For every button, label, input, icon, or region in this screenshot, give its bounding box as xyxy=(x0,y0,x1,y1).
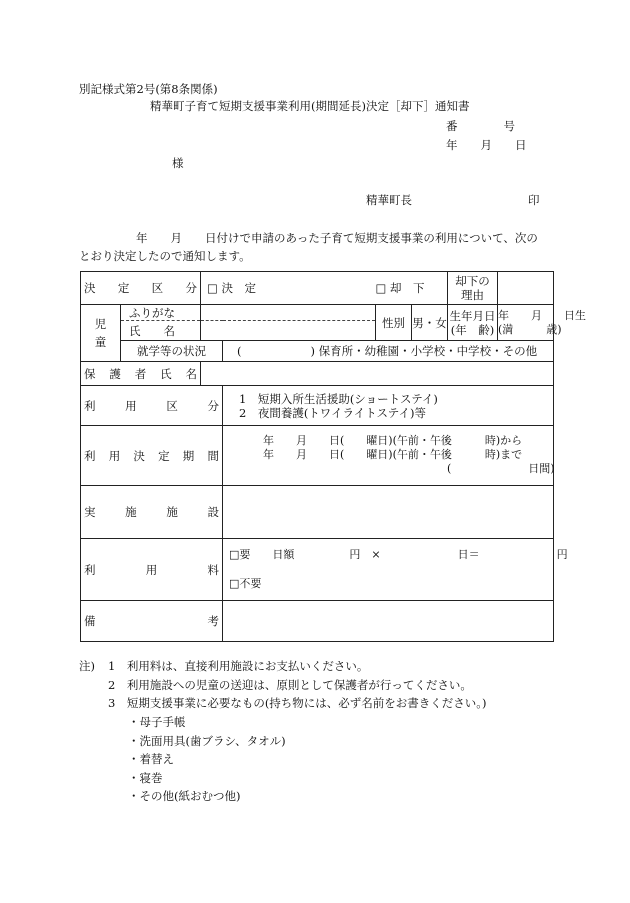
note-item-2: 2 利用施設への児童の送迎は、原則として保護者が行ってください。 xyxy=(108,678,472,692)
birth-value-1: 年 月 日生 xyxy=(498,308,586,322)
belonging-item: ・寝巻 xyxy=(128,771,163,785)
school-status-label: 就学等の状況 xyxy=(121,341,223,362)
guardian-row xyxy=(81,362,554,386)
usage-type-label: 利 用 区 分 xyxy=(81,386,223,426)
form-number: 別記様式第2号(第8条関係) xyxy=(79,82,218,96)
fee-required-option: □要 日額 円 × 日＝ 円 xyxy=(229,548,568,561)
facility-label: 実 施 施 設 xyxy=(81,486,223,539)
decision-row xyxy=(81,272,554,305)
usage-period-value xyxy=(223,426,554,486)
child-label: 児童 xyxy=(81,305,121,362)
fee-not-required-option: □不要 xyxy=(229,577,262,590)
usage-type-row xyxy=(81,386,554,426)
addressee-label: 様 xyxy=(172,156,184,170)
belonging-item: ・洗面用具(歯ブラシ、タオル) xyxy=(128,734,286,748)
document-title: 精華町子育て短期支援事業利用(期間延長)決定［却下］通知書 xyxy=(150,99,470,113)
document-date-label: 年 月 日 xyxy=(446,138,527,152)
school-status-value: ( ) 保育所・幼稚園・小学校・中学校・その他 xyxy=(223,341,554,362)
reject-checkbox[interactable] xyxy=(376,272,448,305)
fee-label: 利 用 料 xyxy=(81,539,223,601)
sex-label: 性別 xyxy=(376,305,412,341)
usage-period-days: ( 日間) xyxy=(447,462,555,475)
usage-period-to: 年 月 日( 曜日)(午前・午後 時)まで xyxy=(263,448,523,461)
guardian-name-label: 保 護 者 氏 名 xyxy=(81,362,201,386)
decision-form-table xyxy=(80,271,586,642)
furigana-label: ふりがな xyxy=(121,305,201,321)
birth-value xyxy=(498,305,586,341)
intro-line-1: 年 月 日付けで申請のあった子育て短期支援事業の利用について、次の xyxy=(113,231,538,245)
usage-period-from: 年 月 日( 曜日)(午前・午後 時)から xyxy=(263,434,523,447)
document-number-label: 番 号 xyxy=(446,119,515,133)
birth-label xyxy=(448,305,498,341)
guardian-name-value xyxy=(201,362,554,386)
fee-row xyxy=(81,539,554,601)
belonging-item: ・母子手帳 xyxy=(128,715,186,729)
note-item-3: 3 短期支援事業に必要なもの(持ち物には、必ず名前をお書きください。) xyxy=(108,696,487,710)
facility-value xyxy=(223,486,554,539)
reject-reason-label: 却下の理由 xyxy=(448,272,498,305)
issuer-name: 精華町長 xyxy=(366,193,412,207)
remarks-value xyxy=(223,601,554,642)
fee-value xyxy=(223,539,568,601)
sex-options: 男・女 xyxy=(412,305,448,341)
usage-period-label: 利 用 決 定 期 間 xyxy=(81,426,223,486)
child-furigana-row xyxy=(81,305,554,321)
birth-value-2: (満 歳) xyxy=(498,322,562,336)
intro-line-2: とおり決定したので通知します。 xyxy=(79,249,251,263)
usage-type-option-1: 1 短期入所生活援助(ショートステイ) xyxy=(239,391,438,406)
birth-label-2: (年 齢) xyxy=(450,322,495,337)
reject-checkbox-label: □ 却 下 xyxy=(375,281,425,295)
seal-mark: 印 xyxy=(528,193,540,207)
notes-prefix: 注) xyxy=(79,659,95,673)
remarks-row xyxy=(81,601,554,642)
remarks-label: 備 考 xyxy=(81,601,223,642)
reject-reason-value xyxy=(498,272,554,305)
belonging-item: ・着替え xyxy=(128,752,174,766)
school-status-row xyxy=(81,341,554,362)
furigana-value xyxy=(201,305,376,321)
usage-period-row xyxy=(81,426,554,486)
note-item-1: 1 利用料は、直接利用施設にお支払いください。 xyxy=(108,659,369,673)
belonging-item: ・その他(紙おむつ他) xyxy=(128,789,241,803)
approve-checkbox[interactable]: □ 決 定 xyxy=(201,272,376,305)
usage-type-options xyxy=(223,386,554,426)
usage-type-option-2: 2 夜間養護(トワイライトステイ)等 xyxy=(239,405,426,420)
child-name-label: 氏 名 xyxy=(121,321,201,341)
facility-row xyxy=(81,486,554,539)
birth-label-1: 生年月日 xyxy=(449,308,496,323)
child-name-value xyxy=(201,321,376,341)
decision-label: 決 定 区 分 xyxy=(81,272,201,305)
